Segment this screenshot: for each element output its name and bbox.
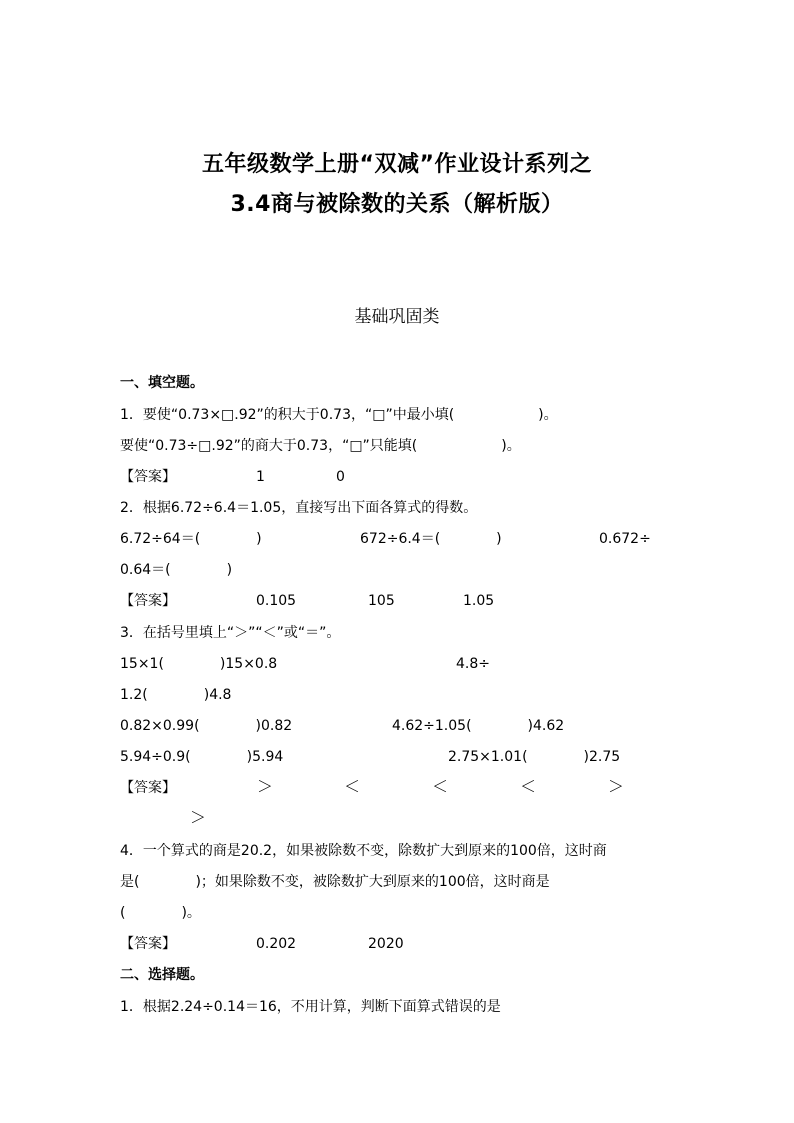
- q3-row-3-b: 4.62÷1.05( )4.62: [392, 718, 565, 734]
- q3-answer-5: ＞: [608, 777, 625, 796]
- q4-line-3: ( )。: [120, 905, 201, 921]
- q2-answer-3: 1.05: [463, 593, 495, 609]
- q1-line-2: 要使“0.73÷□.92”的商大于0.73，“□”只能填( )。: [120, 438, 521, 454]
- q3-row-1-a: 15×1( )15×0.8: [120, 656, 278, 672]
- q3-answer-6: ＞: [190, 808, 207, 827]
- q4-line-2: 是( )；如果除数不变，被除数扩大到原来的100倍，这时商是: [120, 874, 550, 890]
- section-2-heading: 二、选择题。: [120, 967, 204, 983]
- q3-row-3-a: 0.82×0.99( )0.82: [120, 718, 293, 734]
- q3-answer-1: ＞: [257, 777, 274, 796]
- document-title-line-2: 3.4商与被除数的关系（解析版）: [230, 192, 564, 217]
- document-title-line-1: 五年级数学上册“双减”作业设计系列之: [202, 152, 592, 177]
- section-1-heading: 一、填空题。: [120, 375, 204, 391]
- q2-answer-2: 105: [368, 593, 395, 609]
- q4-answer-2: 2020: [368, 936, 404, 952]
- q3-answer-label: 【答案】: [120, 780, 176, 796]
- q3-answer-2: ＜: [344, 777, 361, 796]
- q2-expr-1: 6.72÷64＝( ): [120, 531, 262, 547]
- q1-answer-2: 0: [336, 469, 345, 485]
- q3-answer-4: ＜: [520, 777, 537, 796]
- q4-answer-1: 0.202: [256, 936, 297, 952]
- q1-answer-1: 1: [256, 469, 265, 485]
- q2-expr-2: 672÷6.4＝( ): [360, 531, 502, 547]
- q2-line-1: 2．根据6.72÷6.4＝1.05，直接写出下面各算式的得数。: [120, 500, 478, 516]
- q2-expr-3b: 0.64＝( ): [120, 562, 233, 578]
- section-2-q1-line-1: 1．根据2.24÷0.14＝16，不用计算，判断下面算式错误的是: [120, 999, 501, 1015]
- q2-answer-label: 【答案】: [120, 593, 176, 609]
- q4-answer-label: 【答案】: [120, 936, 176, 952]
- q3-answer-3: ＜: [432, 777, 449, 796]
- q4-line-1: 4．一个算式的商是20.2，如果被除数不变，除数扩大到原来的100倍，这时商: [120, 843, 607, 859]
- q2-answer-1: 0.105: [256, 593, 297, 609]
- q1-line-1: 1．要使“0.73×□.92”的积大于0.73，“□”中最小填( )。: [120, 407, 558, 423]
- q2-expr-3a: 0.672÷: [599, 531, 651, 547]
- q3-row-4-b: 2.75×1.01( )2.75: [448, 749, 621, 765]
- q1-answer-label: 【答案】: [120, 469, 176, 485]
- q3-row-4-a: 5.94÷0.9( )5.94: [120, 749, 284, 765]
- q3-row-1-b: 4.8÷: [456, 656, 490, 672]
- q3-row-2-a: 1.2( )4.8: [120, 687, 232, 703]
- category-heading: 基础巩固类: [354, 307, 440, 327]
- q3-line-1: 3．在括号里填上“＞”“＜”或“＝”。: [120, 625, 341, 641]
